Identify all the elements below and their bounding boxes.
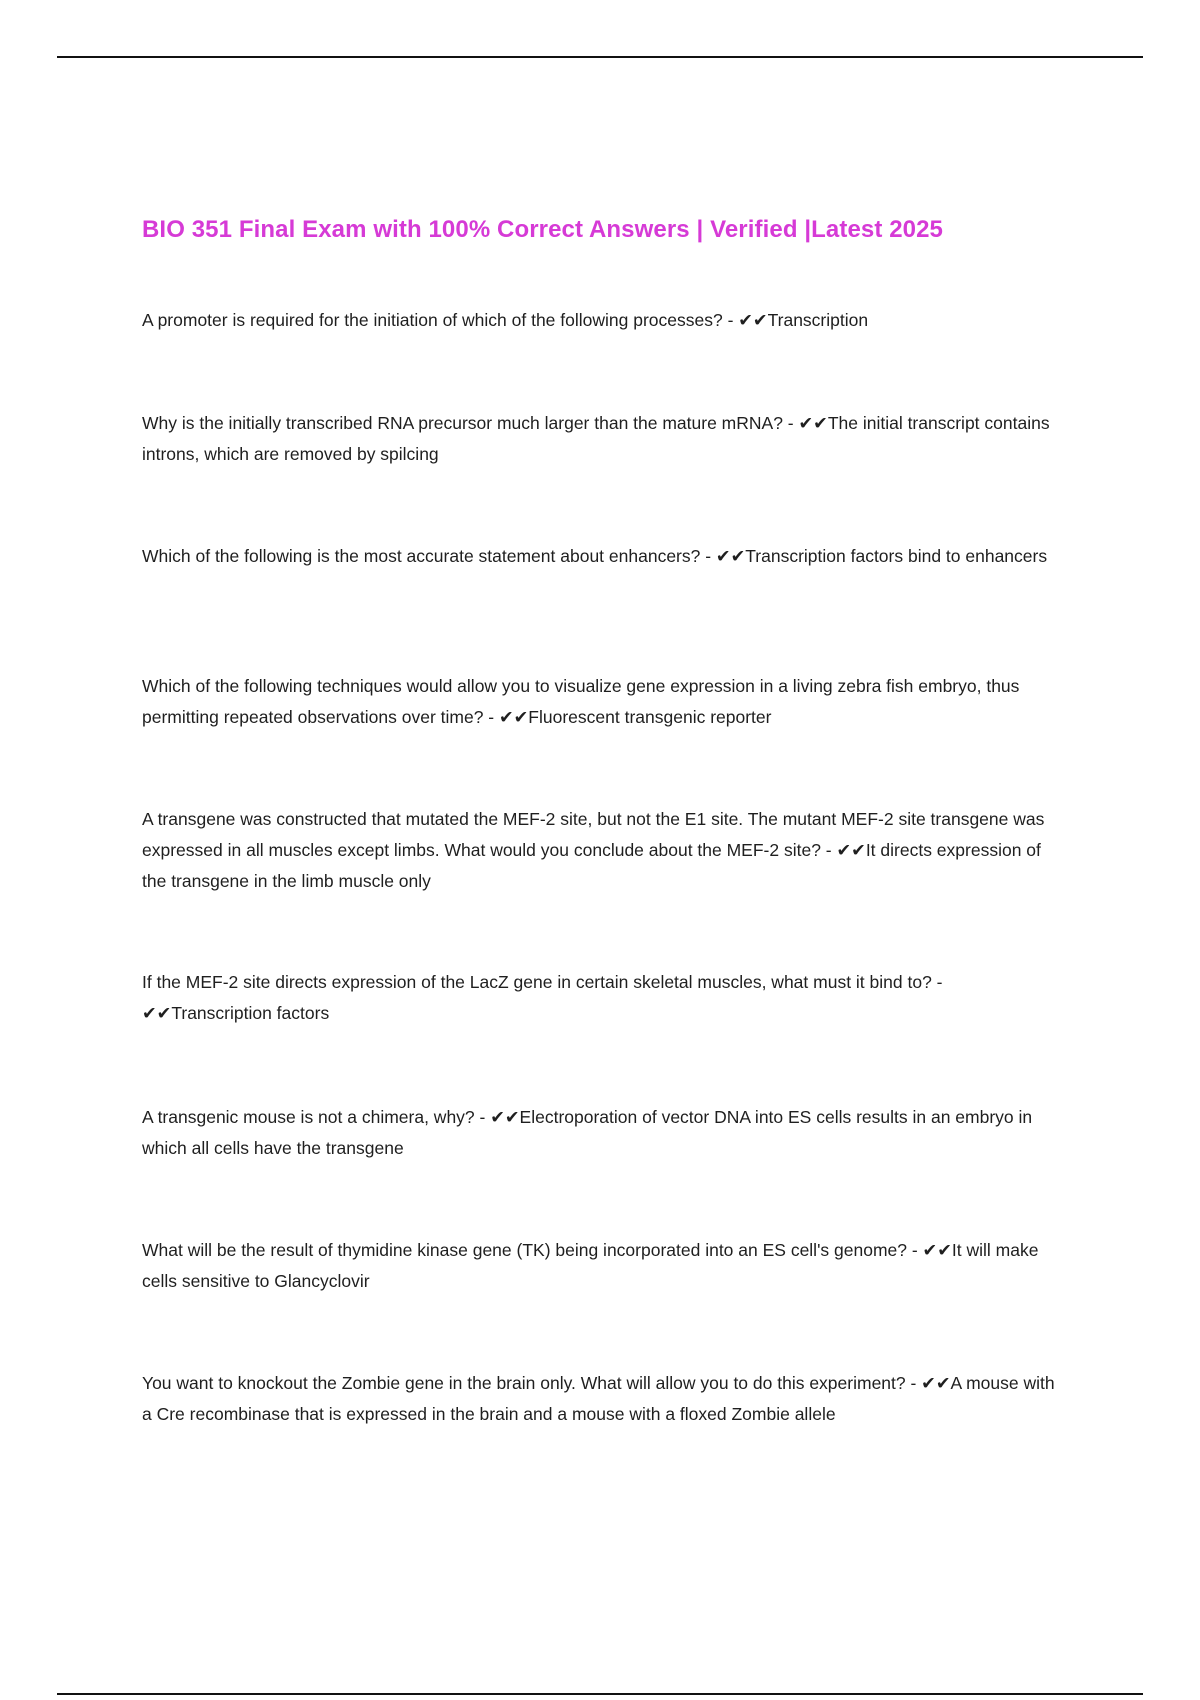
qa-item: Which of the following techniques would allow you to visualize gene expression in a living zebra fish embryo, thus permitting repeated observations over time? - ✔✔Fluorescent transgenic reporter <box>142 676 1020 727</box>
qa-item: Why is the initially transcribed RNA precursor much larger than the mature mRNA? - ✔✔The initial transcript contains introns, which are removed by spilcing <box>142 413 1050 464</box>
qa-item: Which of the following is the most accurate statement about enhancers? - ✔✔Transcription factors bind to enhancers <box>142 546 1048 566</box>
qa-item: If the MEF-2 site directs expression of the LacZ gene in certain skeletal muscles, what must it bind to? - ✔✔Transcription factors <box>142 972 943 1023</box>
qa-item: You want to knockout the Zombie gene in the brain only. What will allow you to do this experiment? - ✔✔A mouse with a Cre recombinase that is expressed in the brain and a mouse with a floxed Zombie allele <box>142 1373 1055 1424</box>
qa-item: A transgenic mouse is not a chimera, why? - ✔✔Electroporation of vector DNA into ES cells results in an embryo in which all cells have the transgene <box>142 1107 1033 1158</box>
top-rule <box>57 56 1143 58</box>
qa-item: A promoter is required for the initiation of which of the following processes? - ✔✔Transcription <box>142 310 869 330</box>
bottom-rule <box>57 1693 1143 1695</box>
qa-item: A transgene was constructed that mutated the MEF-2 site, but not the E1 site. The mutant MEF-2 site transgene was expressed in all muscles except limbs. What would you conclude about the MEF-2 site? - ✔✔It directs expression of the transgene in the limb muscle only <box>142 809 1045 891</box>
qa-item: What will be the result of thymidine kinase gene (TK) being incorporated into an ES cell's genome? - ✔✔It will make cells sensitive to Glancyclovir <box>142 1240 1039 1291</box>
document-title: BIO 351 Final Exam with 100% Correct Answers | Verified |Latest 2025 <box>142 216 944 243</box>
